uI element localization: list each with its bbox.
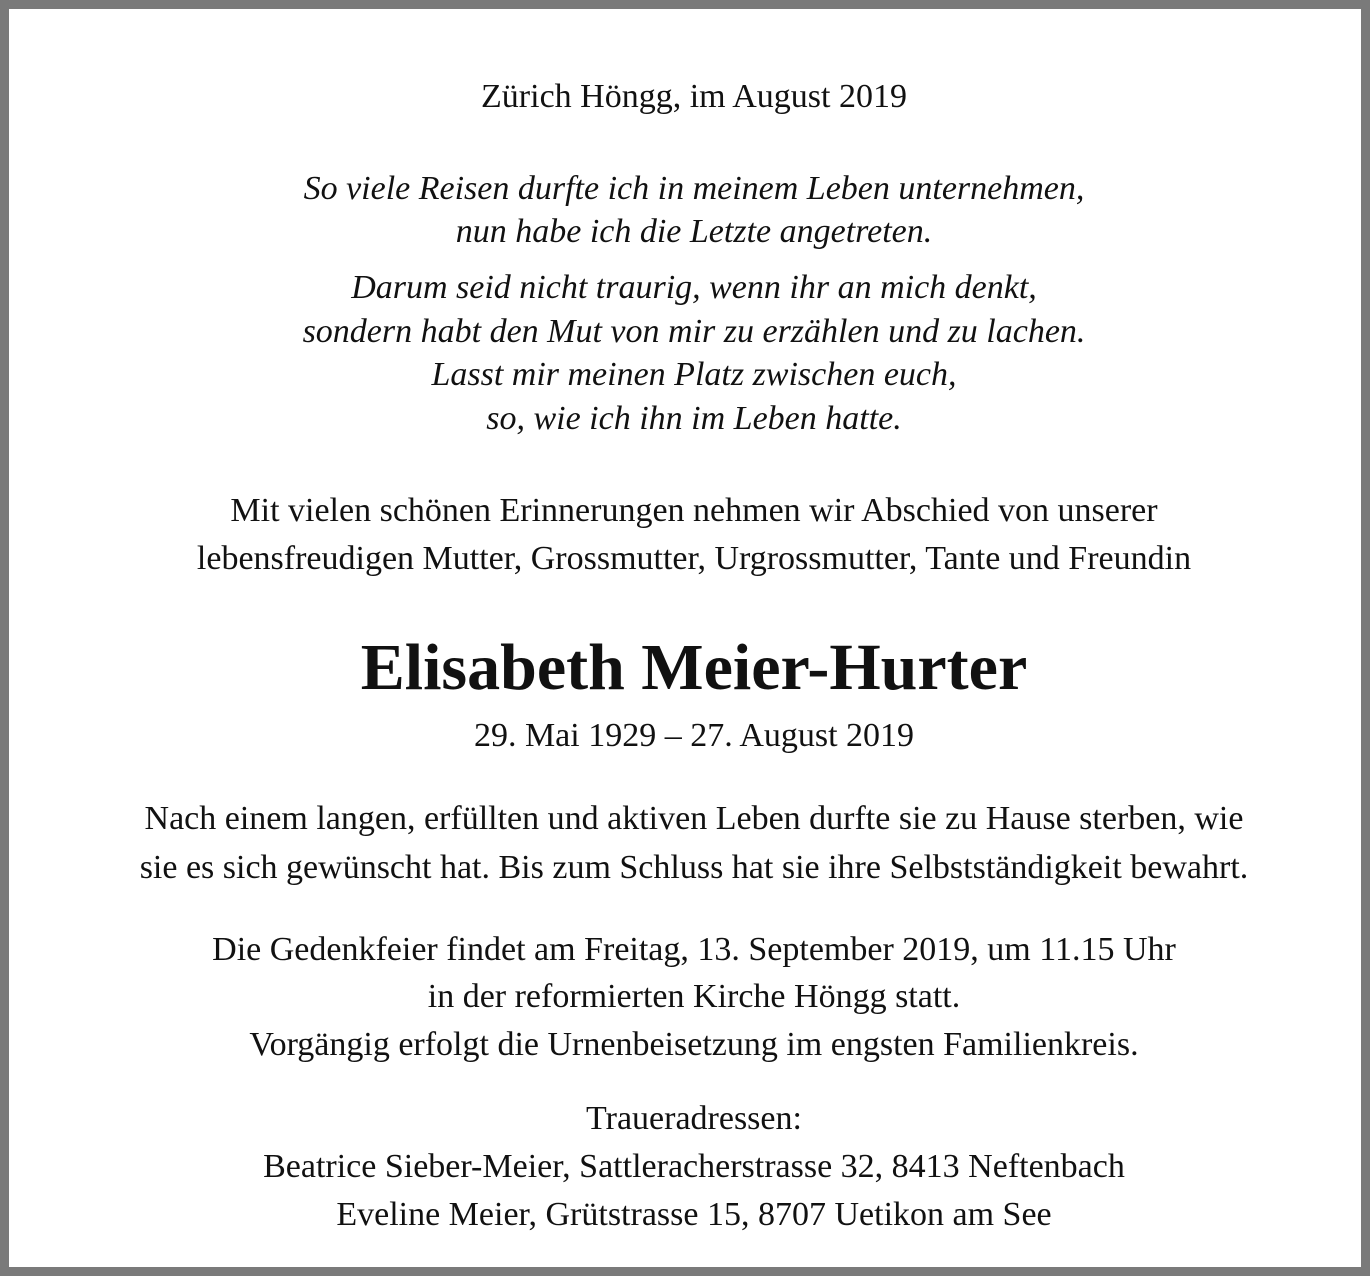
poem-line: So viele Reisen durfte ich in meinem Leben unternehmen, bbox=[303, 170, 1085, 207]
poem-line: so, wie ich ihn im Leben hatte. bbox=[486, 400, 902, 437]
ceremony-line: Vorgängig erfolgt die Urnenbeisetzung im engsten Familienkreis. bbox=[249, 1026, 1139, 1063]
place-date: Zürich Höngg, im August 2019 bbox=[481, 78, 907, 115]
message-line: Nach einem langen, erfüllten und aktiven Leben durfte sie zu Hause sterben, wie bbox=[144, 800, 1244, 837]
obituary-content bbox=[18, 18, 1370, 1276]
intro-line: Mit vielen schönen Erinnerungen nehmen wir Abschied von unserer bbox=[230, 492, 1158, 529]
poem-line: Lasst mir meinen Platz zwischen euch, bbox=[431, 356, 957, 393]
message-line: sie es sich gewünscht hat. Bis zum Schluss hat sie ihre Selbstständigkeit bewahrt. bbox=[139, 849, 1249, 886]
address-line: Beatrice Sieber-Meier, Sattleracherstrasse 32, 8413 Neftenbach bbox=[263, 1148, 1125, 1185]
deceased-dates: 29. Mai 1929 – 27. August 2019 bbox=[473, 717, 915, 754]
poem-line: nun habe ich die Letzte angetreten. bbox=[455, 213, 933, 250]
address-line: Eveline Meier, Grütstrasse 15, 8707 Uetikon am See bbox=[336, 1196, 1052, 1233]
ceremony-line: in der reformierten Kirche Höngg statt. bbox=[427, 978, 961, 1015]
ceremony-line: Die Gedenkfeier findet am Freitag, 13. September 2019, um 11.15 Uhr bbox=[212, 931, 1176, 968]
deceased-name: Elisabeth Meier-Hurter bbox=[360, 631, 1028, 704]
poem-line: Darum seid nicht traurig, wenn ihr an mich denkt, bbox=[351, 269, 1037, 306]
poem-line: sondern habt den Mut von mir zu erzählen und zu lachen. bbox=[302, 313, 1086, 350]
intro-line: lebensfreudigen Mutter, Grossmutter, Urgrossmutter, Tante und Freundin bbox=[196, 540, 1192, 577]
addresses-heading: Traueradressen: bbox=[586, 1100, 802, 1137]
